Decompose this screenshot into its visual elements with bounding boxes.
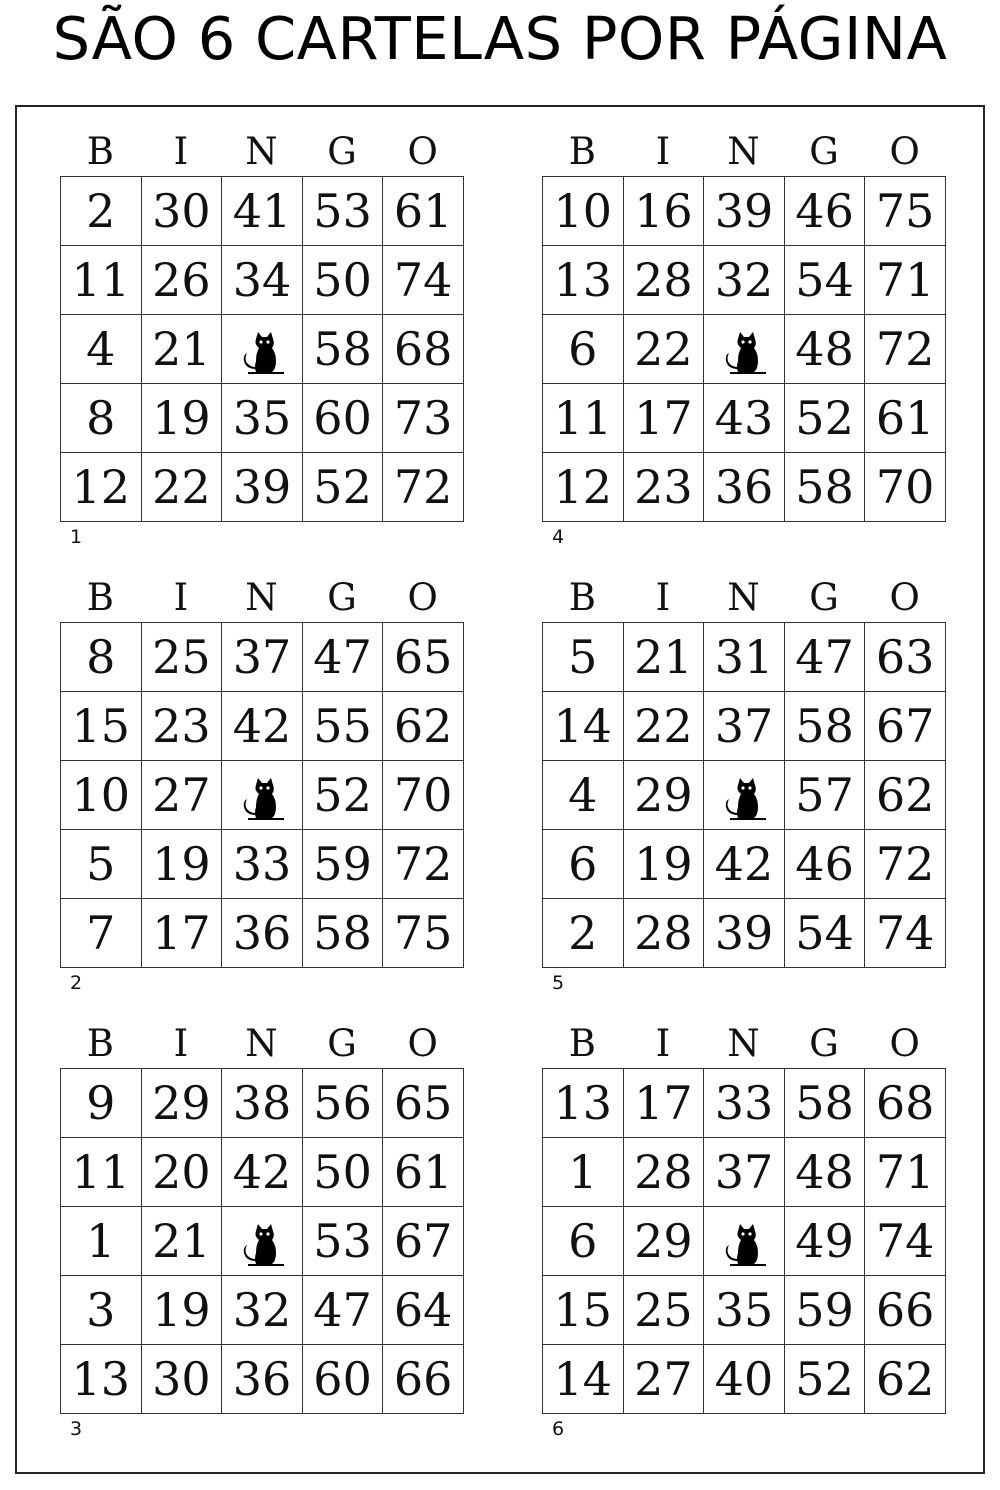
bingo-row xyxy=(61,315,464,384)
bingo-number-cell: 61 xyxy=(383,1138,464,1207)
bingo-number-cell: 61 xyxy=(865,384,946,453)
free-space-cat-icon xyxy=(222,761,303,830)
bingo-grid xyxy=(542,622,946,968)
bingo-number-cell: 53 xyxy=(302,177,383,246)
bingo-card xyxy=(542,574,946,994)
bingo-header-letter: G xyxy=(809,130,839,173)
bingo-number-cell: 57 xyxy=(784,761,865,830)
bingo-number-cell: 59 xyxy=(784,1276,865,1345)
bingo-number-cell: 74 xyxy=(383,246,464,315)
bingo-row xyxy=(543,384,946,453)
bingo-number-cell: 33 xyxy=(222,830,303,899)
bingo-number-cell: 33 xyxy=(704,1069,785,1138)
bingo-number-cell: 27 xyxy=(141,761,222,830)
bingo-header xyxy=(60,574,464,622)
bingo-number-cell: 75 xyxy=(383,899,464,968)
bingo-header-letter: B xyxy=(568,1022,596,1065)
bingo-row xyxy=(543,177,946,246)
bingo-number-cell: 66 xyxy=(865,1276,946,1345)
bingo-number-cell: 71 xyxy=(865,246,946,315)
bingo-number-cell: 10 xyxy=(543,177,624,246)
bingo-card xyxy=(542,1020,946,1440)
bingo-header-letter: O xyxy=(889,130,920,173)
bingo-header-letter: B xyxy=(86,1022,114,1065)
bingo-number-cell: 46 xyxy=(784,177,865,246)
bingo-row xyxy=(61,692,464,761)
bingo-number-cell: 16 xyxy=(623,177,704,246)
bingo-number-cell: 53 xyxy=(302,1207,383,1276)
bingo-number-cell: 35 xyxy=(222,384,303,453)
bingo-number-cell: 29 xyxy=(623,761,704,830)
bingo-number-cell: 62 xyxy=(865,761,946,830)
bingo-number-cell: 22 xyxy=(623,315,704,384)
bingo-number-cell: 37 xyxy=(222,623,303,692)
bingo-number-cell: 54 xyxy=(784,899,865,968)
bingo-number-cell: 25 xyxy=(141,623,222,692)
bingo-number-cell: 19 xyxy=(623,830,704,899)
bingo-card xyxy=(60,574,464,994)
bingo-header-letter: G xyxy=(809,1022,839,1065)
bingo-number-cell: 6 xyxy=(543,315,624,384)
bingo-row xyxy=(61,623,464,692)
bingo-number-cell: 62 xyxy=(383,692,464,761)
bingo-row xyxy=(61,761,464,830)
bingo-number-cell: 17 xyxy=(623,1069,704,1138)
bingo-number-cell: 21 xyxy=(623,623,704,692)
bingo-number-cell: 28 xyxy=(623,899,704,968)
bingo-header-letter: G xyxy=(327,130,357,173)
bingo-number-cell: 37 xyxy=(704,1138,785,1207)
bingo-row xyxy=(61,1069,464,1138)
bingo-number-cell: 56 xyxy=(302,1069,383,1138)
bingo-header-letter: I xyxy=(655,1022,671,1065)
bingo-header-letter: O xyxy=(407,576,438,619)
bingo-number-cell: 26 xyxy=(141,246,222,315)
bingo-number-cell: 32 xyxy=(222,1276,303,1345)
bingo-header-letter: B xyxy=(86,576,114,619)
bingo-row xyxy=(61,384,464,453)
bingo-number-cell: 40 xyxy=(704,1345,785,1414)
bingo-row xyxy=(61,830,464,899)
bingo-header-letter: O xyxy=(889,1022,920,1065)
bingo-number-cell: 42 xyxy=(222,1138,303,1207)
bingo-number-cell: 23 xyxy=(623,453,704,522)
bingo-number-cell: 74 xyxy=(865,899,946,968)
bingo-header xyxy=(60,128,464,176)
bingo-number-cell: 13 xyxy=(543,246,624,315)
bingo-number-cell: 11 xyxy=(61,246,142,315)
bingo-header-letter: N xyxy=(245,576,278,619)
bingo-number-cell: 66 xyxy=(383,1345,464,1414)
bingo-row xyxy=(61,177,464,246)
bingo-number-cell: 65 xyxy=(383,623,464,692)
bingo-number-cell: 70 xyxy=(865,453,946,522)
bingo-number-cell: 4 xyxy=(61,315,142,384)
bingo-number-cell: 29 xyxy=(141,1069,222,1138)
bingo-number-cell: 15 xyxy=(543,1276,624,1345)
bingo-header-letter: O xyxy=(407,130,438,173)
bingo-number-cell: 52 xyxy=(302,453,383,522)
bingo-number-cell: 70 xyxy=(383,761,464,830)
bingo-header xyxy=(60,1020,464,1068)
bingo-grid xyxy=(542,176,946,522)
bingo-grid xyxy=(60,176,464,522)
free-space-cat-icon xyxy=(222,315,303,384)
bingo-number-cell: 11 xyxy=(61,1138,142,1207)
bingo-number-cell: 72 xyxy=(865,315,946,384)
bingo-number-cell: 6 xyxy=(543,830,624,899)
bingo-number-cell: 35 xyxy=(704,1276,785,1345)
bingo-number-cell: 19 xyxy=(141,830,222,899)
free-space-cat-icon xyxy=(704,761,785,830)
bingo-number-cell: 50 xyxy=(302,246,383,315)
bingo-header xyxy=(542,574,946,622)
bingo-header-letter: I xyxy=(173,130,189,173)
bingo-card xyxy=(542,128,946,548)
bingo-number-cell: 58 xyxy=(302,899,383,968)
bingo-number-cell: 28 xyxy=(623,1138,704,1207)
bingo-number-cell: 7 xyxy=(61,899,142,968)
bingo-number-cell: 29 xyxy=(623,1207,704,1276)
bingo-header-letter: G xyxy=(809,576,839,619)
bingo-number-cell: 19 xyxy=(141,384,222,453)
bingo-number-cell: 5 xyxy=(543,623,624,692)
bingo-number-cell: 32 xyxy=(704,246,785,315)
bingo-number-cell: 52 xyxy=(784,1345,865,1414)
bingo-row xyxy=(543,1069,946,1138)
bingo-number-cell: 2 xyxy=(61,177,142,246)
bingo-number-cell: 38 xyxy=(222,1069,303,1138)
bingo-number-cell: 8 xyxy=(61,623,142,692)
bingo-number-cell: 15 xyxy=(61,692,142,761)
bingo-row xyxy=(543,453,946,522)
bingo-number-cell: 39 xyxy=(704,177,785,246)
bingo-number-cell: 58 xyxy=(784,692,865,761)
bingo-number-cell: 65 xyxy=(383,1069,464,1138)
bingo-number-cell: 63 xyxy=(865,623,946,692)
bingo-number-cell: 72 xyxy=(383,453,464,522)
bingo-number-cell: 36 xyxy=(704,453,785,522)
bingo-number-cell: 47 xyxy=(302,623,383,692)
bingo-number-cell: 28 xyxy=(623,246,704,315)
bingo-number-cell: 39 xyxy=(704,899,785,968)
bingo-row xyxy=(543,899,946,968)
bingo-number-cell: 25 xyxy=(623,1276,704,1345)
bingo-row xyxy=(543,761,946,830)
bingo-number-cell: 41 xyxy=(222,177,303,246)
bingo-header-letter: B xyxy=(568,576,596,619)
bingo-number-cell: 13 xyxy=(543,1069,624,1138)
bingo-number-cell: 17 xyxy=(141,899,222,968)
bingo-number-cell: 10 xyxy=(61,761,142,830)
bingo-number-cell: 47 xyxy=(302,1276,383,1345)
bingo-card xyxy=(60,1020,464,1440)
bingo-row xyxy=(543,1207,946,1276)
bingo-number-cell: 52 xyxy=(784,384,865,453)
free-space-cat-icon xyxy=(704,315,785,384)
bingo-row xyxy=(543,1276,946,1345)
bingo-number-cell: 58 xyxy=(784,453,865,522)
bingo-row xyxy=(543,623,946,692)
bingo-number-cell: 43 xyxy=(704,384,785,453)
bingo-number-cell: 42 xyxy=(704,830,785,899)
bingo-number-cell: 75 xyxy=(865,177,946,246)
bingo-number-cell: 21 xyxy=(141,315,222,384)
bingo-number-cell: 5 xyxy=(61,830,142,899)
bingo-row xyxy=(543,1345,946,1414)
bingo-number-cell: 1 xyxy=(543,1138,624,1207)
bingo-number-cell: 12 xyxy=(543,453,624,522)
bingo-number-cell: 67 xyxy=(865,692,946,761)
bingo-number-cell: 14 xyxy=(543,1345,624,1414)
bingo-number-cell: 21 xyxy=(141,1207,222,1276)
bingo-number-cell: 60 xyxy=(302,1345,383,1414)
bingo-number-cell: 3 xyxy=(61,1276,142,1345)
bingo-header-letter: N xyxy=(727,1022,760,1065)
bingo-number-cell: 67 xyxy=(383,1207,464,1276)
bingo-number-cell: 52 xyxy=(302,761,383,830)
bingo-number-cell: 31 xyxy=(704,623,785,692)
bingo-number-cell: 19 xyxy=(141,1276,222,1345)
bingo-number-cell: 36 xyxy=(222,899,303,968)
bingo-number-cell: 48 xyxy=(784,1138,865,1207)
bingo-number-cell: 2 xyxy=(543,899,624,968)
bingo-number-cell: 34 xyxy=(222,246,303,315)
bingo-row xyxy=(543,315,946,384)
bingo-row xyxy=(61,899,464,968)
card-number: 3 xyxy=(70,1418,83,1440)
bingo-number-cell: 72 xyxy=(383,830,464,899)
bingo-number-cell: 46 xyxy=(784,830,865,899)
page-title: SÃO 6 CARTELAS POR PÁGINA xyxy=(52,4,948,73)
bingo-header-letter: G xyxy=(327,576,357,619)
bingo-number-cell: 62 xyxy=(865,1345,946,1414)
bingo-number-cell: 55 xyxy=(302,692,383,761)
bingo-row xyxy=(61,1345,464,1414)
free-space-cat-icon xyxy=(222,1207,303,1276)
bingo-number-cell: 27 xyxy=(623,1345,704,1414)
bingo-grid xyxy=(60,1068,464,1414)
bingo-number-cell: 42 xyxy=(222,692,303,761)
bingo-header xyxy=(542,128,946,176)
bingo-header-letter: I xyxy=(173,576,189,619)
bingo-number-cell: 72 xyxy=(865,830,946,899)
bingo-row xyxy=(543,1138,946,1207)
card-number: 6 xyxy=(552,1418,565,1440)
bingo-number-cell: 39 xyxy=(222,453,303,522)
bingo-row xyxy=(61,1138,464,1207)
bingo-row xyxy=(61,1276,464,1345)
bingo-number-cell: 9 xyxy=(61,1069,142,1138)
bingo-number-cell: 36 xyxy=(222,1345,303,1414)
bingo-number-cell: 47 xyxy=(784,623,865,692)
bingo-number-cell: 71 xyxy=(865,1138,946,1207)
bingo-row xyxy=(61,246,464,315)
bingo-header-letter: I xyxy=(655,576,671,619)
bingo-grid xyxy=(542,1068,946,1414)
bingo-number-cell: 54 xyxy=(784,246,865,315)
card-number: 5 xyxy=(552,972,565,994)
bingo-number-cell: 64 xyxy=(383,1276,464,1345)
bingo-header-letter: O xyxy=(407,1022,438,1065)
bingo-card xyxy=(60,128,464,548)
bingo-number-cell: 58 xyxy=(784,1069,865,1138)
bingo-number-cell: 73 xyxy=(383,384,464,453)
bingo-number-cell: 13 xyxy=(61,1345,142,1414)
bingo-number-cell: 12 xyxy=(61,453,142,522)
bingo-number-cell: 58 xyxy=(302,315,383,384)
bingo-number-cell: 8 xyxy=(61,384,142,453)
bingo-grid xyxy=(60,622,464,968)
card-number: 2 xyxy=(70,972,83,994)
bingo-number-cell: 14 xyxy=(543,692,624,761)
bingo-number-cell: 4 xyxy=(543,761,624,830)
bingo-number-cell: 37 xyxy=(704,692,785,761)
bingo-number-cell: 22 xyxy=(623,692,704,761)
bingo-number-cell: 11 xyxy=(543,384,624,453)
free-space-cat-icon xyxy=(704,1207,785,1276)
bingo-number-cell: 30 xyxy=(141,177,222,246)
bingo-header-letter: G xyxy=(327,1022,357,1065)
bingo-number-cell: 61 xyxy=(383,177,464,246)
bingo-header-letter: B xyxy=(86,130,114,173)
bingo-number-cell: 68 xyxy=(383,315,464,384)
bingo-header-letter: N xyxy=(245,130,278,173)
bingo-number-cell: 22 xyxy=(141,453,222,522)
bingo-number-cell: 74 xyxy=(865,1207,946,1276)
bingo-row xyxy=(61,453,464,522)
bingo-header xyxy=(542,1020,946,1068)
bingo-row xyxy=(61,1207,464,1276)
bingo-number-cell: 17 xyxy=(623,384,704,453)
bingo-number-cell: 59 xyxy=(302,830,383,899)
bingo-header-letter: O xyxy=(889,576,920,619)
bingo-header-letter: N xyxy=(727,576,760,619)
bingo-row xyxy=(543,692,946,761)
bingo-number-cell: 20 xyxy=(141,1138,222,1207)
bingo-number-cell: 1 xyxy=(61,1207,142,1276)
bingo-number-cell: 30 xyxy=(141,1345,222,1414)
card-number: 1 xyxy=(70,526,83,548)
bingo-header-letter: I xyxy=(655,130,671,173)
bingo-header-letter: B xyxy=(568,130,596,173)
bingo-number-cell: 48 xyxy=(784,315,865,384)
bingo-row xyxy=(543,246,946,315)
bingo-number-cell: 50 xyxy=(302,1138,383,1207)
bingo-number-cell: 68 xyxy=(865,1069,946,1138)
bingo-header-letter: N xyxy=(245,1022,278,1065)
bingo-number-cell: 23 xyxy=(141,692,222,761)
bingo-number-cell: 60 xyxy=(302,384,383,453)
card-number: 4 xyxy=(552,526,565,548)
bingo-header-letter: N xyxy=(727,130,760,173)
bingo-header-letter: I xyxy=(173,1022,189,1065)
bingo-number-cell: 6 xyxy=(543,1207,624,1276)
bingo-row xyxy=(543,830,946,899)
bingo-number-cell: 49 xyxy=(784,1207,865,1276)
